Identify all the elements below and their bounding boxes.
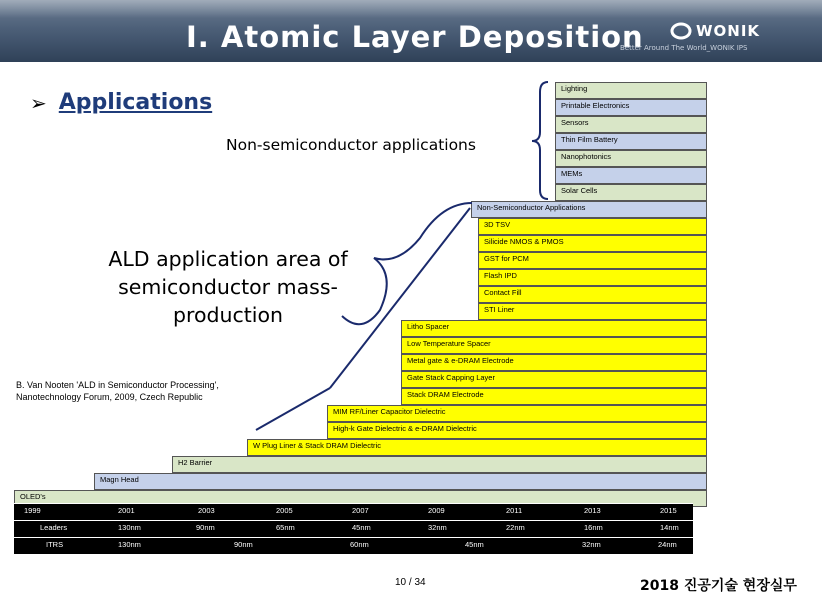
non-semi-bracket	[532, 82, 548, 199]
year-cell: 2003	[198, 506, 215, 515]
leaders-cell: 65nm	[276, 523, 295, 532]
bar-high-k-label: High-k Gate Dielectric & e-DRAM Dielectric	[333, 424, 477, 433]
itrs-cell: 45nm	[465, 540, 484, 549]
bar-magn-head-label: Magn Head	[100, 475, 139, 484]
leaders-cell: 14nm	[660, 523, 679, 532]
bar-3d-tsv-label: 3D TSV	[484, 220, 511, 229]
year-cell: 2007	[352, 506, 369, 515]
bar-w-plug-label: W Plug Liner & Stack DRAM Dielectric	[253, 441, 381, 450]
leaders-cell: 90nm	[196, 523, 215, 532]
itrs-cell: 60nm	[350, 540, 369, 549]
year-cell: 2013	[584, 506, 601, 515]
leaders-cell: 32nm	[428, 523, 447, 532]
leaders-cell: 22nm	[506, 523, 525, 532]
footer-course-title: 2018 진공기술 현장실무	[640, 578, 797, 594]
year-cell: 1999	[24, 506, 41, 515]
leaders-cell: 16nm	[584, 523, 603, 532]
itrs-label: ITRS	[46, 540, 64, 549]
citation-line-2: Nanotechnology Forum, 2009, Czech Republic	[16, 392, 203, 402]
bar-mim-rf-label: MIM RF/Liner Capacitor Dielectric	[333, 407, 446, 416]
bar-thin-film-battery-label: Thin Film Battery	[561, 135, 618, 144]
year-cell: 2011	[506, 506, 523, 515]
bar-metal-gate-label: Metal gate & e-DRAM Electrode	[407, 356, 514, 365]
logo-tagline: Better Around The World_WONIK IPS	[620, 44, 748, 52]
bar-stack-dram-electrode-label: Stack DRAM Electrode	[407, 390, 484, 399]
leaders-label: Leaders	[40, 523, 68, 532]
bar-solar-cells-label: Solar Cells	[561, 186, 598, 195]
slide-title: I. Atomic Layer Deposition	[186, 20, 644, 54]
itrs-cell: 32nm	[582, 540, 601, 549]
bar-h2-barrier-label: H2 Barrier	[178, 458, 213, 467]
bar-mems-label: MEMs	[561, 169, 583, 178]
year-cell: 2001	[118, 506, 135, 515]
bar-sti-liner-label: STI Liner	[484, 305, 515, 314]
bar-printable-electronics-label: Printable Electronics	[561, 101, 630, 110]
non-semiconductor-label: Non-semiconductor applications	[226, 136, 476, 154]
page-number: 10 / 34	[395, 577, 426, 588]
year-cell: 2015	[660, 506, 677, 515]
ald-application-area-label: ALD application area of semiconductor mass-production	[108, 247, 348, 327]
semi-bracket	[342, 203, 472, 324]
bar-nanophotonics-label: Nanophotonics	[561, 152, 612, 161]
citation-line-1: B. Van Nooten 'ALD in Semiconductor Processing',	[16, 380, 219, 390]
bar-silicide-label: Silicide NMOS & PMOS	[484, 237, 564, 246]
bar-litho-spacer-label: Litho Spacer	[407, 322, 450, 331]
bar-gate-stack-capping-label: Gate Stack Capping Layer	[407, 373, 495, 382]
itrs-cell: 130nm	[118, 540, 141, 549]
bar-flash-ipd-label: Flash IPD	[484, 271, 517, 280]
timeline-arrow	[330, 208, 470, 388]
bar-gst-pcm-label: GST for PCM	[484, 254, 529, 263]
bar-non-semiconductor-applications-label: Non-Semiconductor Applications	[477, 203, 586, 212]
bar-lighting-label: Lighting	[561, 84, 588, 93]
itrs-cell: 90nm	[234, 540, 253, 549]
arrow-bullet-icon: ➢	[30, 90, 47, 115]
applications-heading-text: Applications	[58, 90, 213, 115]
bar-contact-fill-label: Contact Fill	[484, 288, 522, 297]
bar-oleds-label: OLED's	[20, 492, 46, 501]
logo-text: WONIK	[696, 22, 761, 40]
bar-sensors-label: Sensors	[561, 118, 589, 127]
bar-low-temperature-spacer-label: Low Temperature Spacer	[407, 339, 491, 348]
timeline-arrow-base	[256, 388, 330, 430]
year-cell: 2009	[428, 506, 445, 515]
year-cell: 2005	[276, 506, 293, 515]
leaders-cell: 45nm	[352, 523, 371, 532]
itrs-cell: 24nm	[658, 540, 677, 549]
leaders-cell: 130nm	[118, 523, 141, 532]
